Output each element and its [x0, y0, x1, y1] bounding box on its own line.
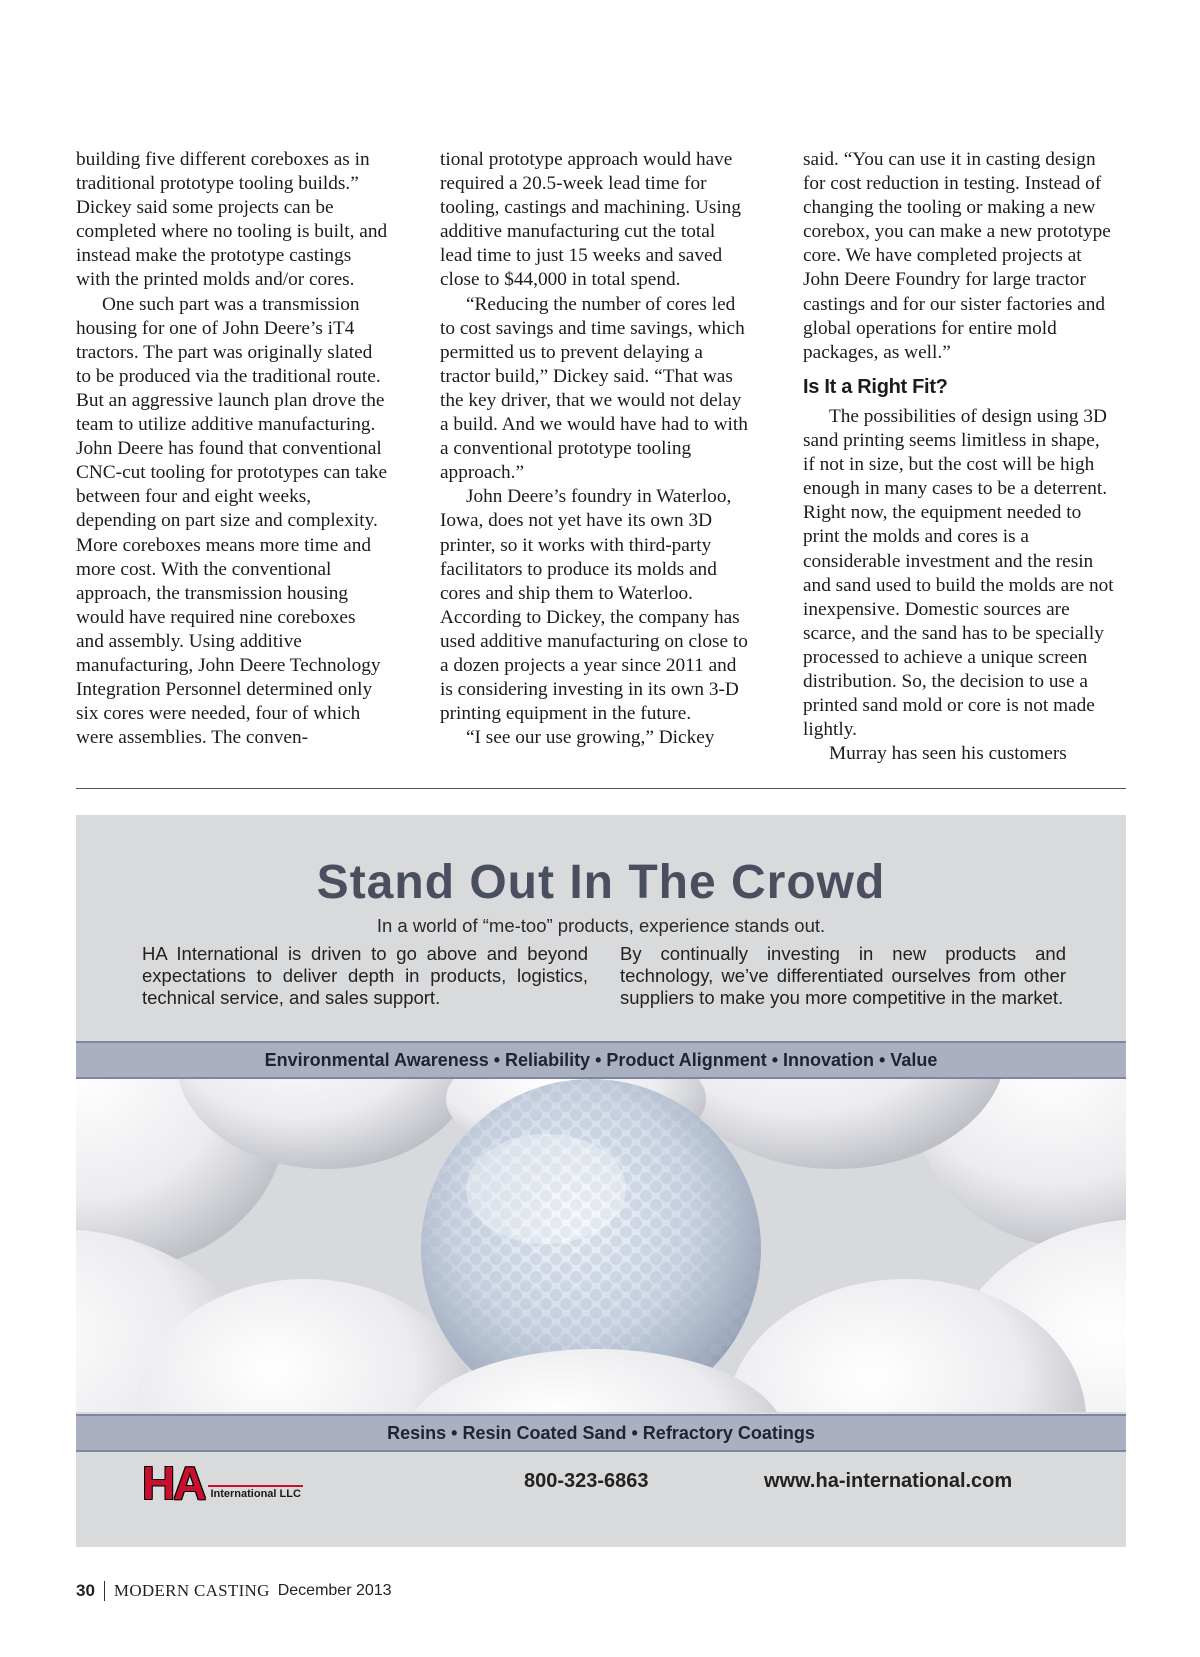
paragraph: “I see our use growing,” Dickey — [466, 727, 715, 749]
page-footer — [76, 1581, 392, 1601]
divider-rule — [76, 788, 1126, 789]
ad-tagline: In a world of “me-too” products, experience stands out. — [376, 915, 826, 936]
ad-body-left: HA International is driven to go above and beyond expectations to deliver depth in products, logistics, technical service, and sales support. — [142, 943, 588, 1008]
paragraph: The possibilities of design using 3D sand printing seems limitless in shape, if not in size, but the cost will be high enough in many cases to be a deterrent. Right now, the equipment needed to print the molds and cores is a considerable investment and the resin and sand used to build the molds are not inexpensive. Domestic sources are scarce, and the sand has to be specially processed to achieve a unique screen distribution. So, the decision to use a printed sand mold or core is not made lightly. — [803, 405, 1114, 741]
golf-ball-photo — [76, 1079, 1126, 1412]
products-band: Resins • Resin Coated Sand • Refractory Coatings — [76, 1414, 1126, 1452]
page-number: 30 — [76, 1581, 95, 1600]
article-column-2 — [440, 148, 752, 750]
ad-phone-number[interactable]: 800-323-6863 — [524, 1470, 649, 1492]
footer-separator — [104, 1581, 105, 1601]
article-column-1 — [76, 148, 388, 750]
section-heading: Is It a Right Fit? — [803, 375, 948, 398]
ad-body-right: By continually investing in new products and technology, we’ve differentiated ourselves from other suppliers to make you more competitive in the market. — [620, 943, 1066, 1008]
ad-headline: Stand Out In The Crowd — [316, 856, 886, 909]
paragraph: John Deere’s foundry in Waterloo, Iowa, does not yet have its own 3D printer, so it works with third-party facilitators to produce its molds and cores and ship them to Waterloo. According to Dickey, the company has used additive manufacturing on close to a dozen projects a year since 2011 and is considering investing in its own 3-D printing equipment in the future. — [440, 486, 748, 725]
golf-ball-illustration — [76, 1079, 1126, 1412]
values-band: Environmental Awareness • Reliability • Product Alignment • Innovation • Value — [76, 1041, 1126, 1079]
paragraph: tional prototype approach would have required a 20.5-week lead time for tooling, castings and machining. Using additive manufacturing cut the total lead time to just 15 weeks and saved close to $44,000 in total spend. — [440, 149, 741, 291]
paragraph: said. “You can use it in casting design for cost reduction in testing. Instead of changing the tooling or making a new corebox, you can make a new prototype core. We have completed projects at John Deere Foundry for large tractor castings and for our sister factories and global operations for entire mold packages, as well.” — [803, 149, 1111, 363]
article-column-3 — [803, 148, 1115, 766]
paragraph: building five different coreboxes as in traditional prototype tooling builds.” Dickey said some projects can be completed where no tooling is built, and instead make the prototype castings with the printed molds and/or cores. — [76, 149, 388, 291]
ad-website-link[interactable]: www.ha-international.com — [764, 1470, 1013, 1492]
ha-international-logo — [142, 1457, 303, 1509]
paragraph: One such part was a transmission housing for one of John Deere’s iT4 tractors. The part was originally slated to be produced via the traditional route. But an aggressive launch plan drove the team to utilize additive manufacturing. John Deere has found that conventional CNC-cut tooling for prototypes can take between four and eight weeks, depending on part size and complexity. More coreboxes means more time and more cost. With the conventional approach, the transmission housing would have required nine coreboxes and assembly. Using additive manufacturing, John Deere Technology Integration Personnel determined only six cores were needed, four of which were assemblies. The conven- — [76, 293, 388, 749]
paragraph: “Reducing the number of cores led to cost savings and time savings, which permitted us to prevent delaying a tractor build,” Dickey said. “That was the key driver, that we would not delay a build. And we would have had to with a conventional prototype tooling approach.” — [440, 293, 748, 484]
advertisement[interactable] — [76, 815, 1126, 1547]
issue-date: December 2013 — [277, 1582, 392, 1599]
magazine-name: MODERN CASTING — [113, 1581, 270, 1600]
logo-subtitle: International LLC — [208, 1485, 302, 1502]
logo-mark: HA — [142, 1457, 205, 1509]
paragraph: Murray has seen his customers — [829, 743, 1067, 765]
